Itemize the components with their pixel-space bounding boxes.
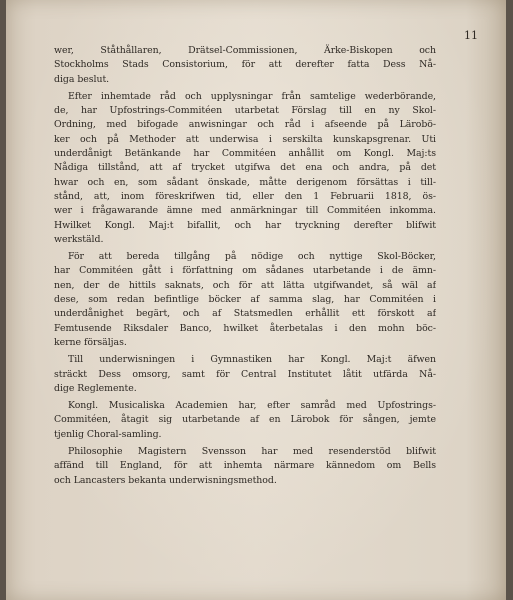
paragraph xyxy=(54,90,436,247)
text-line: kerne försäljas. xyxy=(54,336,127,348)
paragraph xyxy=(54,399,436,442)
paragraph xyxy=(54,353,436,396)
text-line: underdånighet begärt, och af Statsmedlen erhållit ett förskott af xyxy=(54,308,436,320)
text-line: dese, som redan befintlige böcker af samma slag, har Commitéen i xyxy=(54,294,436,306)
text-line: Femtusende Riksdaler Banco, hwilket återbetalas i den mohn böc- xyxy=(54,322,436,334)
text-line: dige Reglemente. xyxy=(54,382,137,394)
text-line: Till underwisningen i Gymnastiken har Kongl. Maj:t äfwen xyxy=(68,354,436,366)
text-line: sträckt Dess omsorg, samt för Central Institutet låtit utfärda Nå- xyxy=(54,368,436,380)
text-line: wer, Ståthållaren, Drätsel-Commissionen, Ärke-Biskopen och xyxy=(54,45,436,56)
text-line: Hwilket Kongl. Maj:t bifallit, och har tryckning derefter blifwit xyxy=(54,219,436,231)
paragraph xyxy=(54,44,436,87)
text-line: affänd till England, för att inhemta närmare kännedom om Bells xyxy=(54,460,436,472)
text-line: underdånigt Betänkande har Commitéen anhållit om Kongl. Maj:ts xyxy=(54,148,436,160)
body-text xyxy=(54,44,436,491)
text-line: nen, der de hittils saknats, och för att lätta utgifwandet, så wäl af xyxy=(54,279,436,291)
text-line: För att bereda tillgång på nödige och nyttige Skol-Böcker, xyxy=(68,251,436,263)
text-line: ker och på Methoder att underwisa i serskilta kunskapsgrenar. Uti xyxy=(54,133,436,145)
text-line: Commitéen, åtagit sig utarbetande af en Lärobok för sången, jemte xyxy=(54,414,436,426)
text-line: Kongl. Musicaliska Academien har, efter samråd med Upfostrings- xyxy=(68,400,436,412)
paragraph xyxy=(54,250,436,350)
text-line: Efter inhemtade råd och upplysningar från samtelige wederbörande, xyxy=(68,90,436,102)
text-line: och Lancasters bekanta underwisningsmethod. xyxy=(54,474,277,486)
text-line: Ordning, med bifogade anwisningar och råd i afseende på Lärobö- xyxy=(54,119,436,131)
text-line: stånd, att, inom föreskrifwen tid, eller den 1 Februarii 1818, ös- xyxy=(54,190,436,202)
text-line: Nådiga tillstånd, att af trycket utgifwa det ena och andra, på det xyxy=(54,162,436,174)
document-page xyxy=(6,0,506,600)
text-line: Stockholms Stads Consistorium, för att derefter fatta Dess Nå- xyxy=(54,59,436,71)
page-number: 11 xyxy=(464,29,478,42)
paragraph xyxy=(54,445,436,488)
text-line: tjenlig Choral-samling. xyxy=(54,428,162,440)
text-line: hwar och en, som sådant önskade, måtte derigenom försättas i till- xyxy=(54,176,436,188)
text-line: wer i frågawarande ämne med anmärkningar till Commitéen inkomma. xyxy=(54,205,436,217)
text-line: werkstäld. xyxy=(54,233,104,245)
text-line: Philosophie Magistern Svensson har med resenderstöd blifwit xyxy=(68,446,436,458)
text-line: diga beslut. xyxy=(54,73,110,85)
text-line: har Commitéen gått i författning om sådanes utarbetande i de ämn- xyxy=(54,265,436,277)
text-line: de, har Upfostrings-Commitéen utarbetat Förslag till en ny Skol- xyxy=(54,105,436,117)
